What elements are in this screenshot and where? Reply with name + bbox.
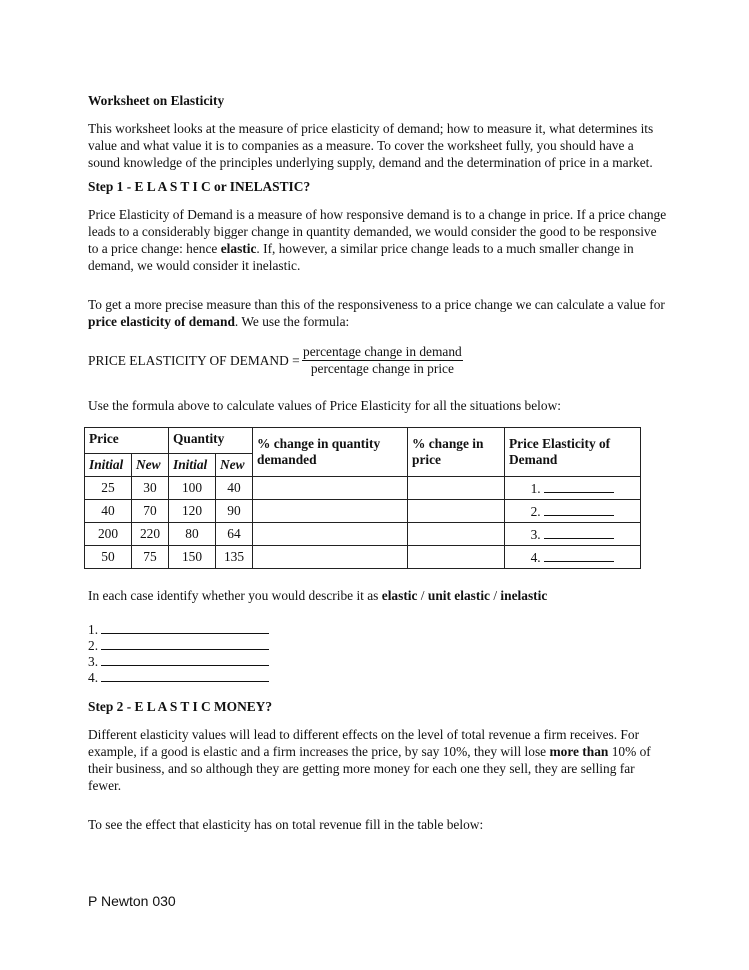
price-initial: 200 [85,523,132,546]
text-run: To get a more precise measure than this of the responsiveness to a price change we can calculate a value for [88,297,665,312]
answer-label: 2. [530,503,541,519]
answer-line [88,653,269,669]
answer-blank[interactable] [544,480,614,493]
answer-blank[interactable] [101,621,269,634]
quantity-new: 64 [216,523,253,546]
quantity-initial: 80 [169,523,216,546]
subheader-quantity-initial: Initial [169,454,216,477]
step2-paragraph-1 [88,726,668,794]
answer-blank[interactable] [544,526,614,539]
answer-line [88,621,269,637]
header-pct-change-price: % change in price [408,428,505,477]
price-new: 220 [132,523,169,546]
price-new: 70 [132,500,169,523]
answer-blank[interactable] [544,549,614,562]
ped-answer-cell[interactable] [505,500,641,523]
document-title: Worksheet on Elasticity [88,93,225,108]
page-footer: P Newton 030 [88,893,176,909]
answer-number: 4. [88,670,99,685]
ped-formula [88,344,668,380]
quantity-initial: 150 [169,546,216,569]
price-initial: 50 [85,546,132,569]
answer-label: 1. [530,480,541,496]
ped-answer-cell[interactable] [505,523,641,546]
table-instruction: Use the formula above to calculate values of Price Elasticity for all the situations below: [88,398,561,413]
answer-line [88,669,269,685]
price-new: 30 [132,477,169,500]
subheader-quantity-new: New [216,454,253,477]
answer-blank[interactable] [101,669,269,682]
ped-answer-cell[interactable] [505,477,641,500]
text-run: . If, however, a similar price change leads to a much smaller change in demand, we would consider it inelastic. [88,241,634,273]
identify-instruction [88,587,668,604]
table-header-row [85,428,641,454]
formula-lhs: PRICE ELASTICITY OF DEMAND = [88,353,300,368]
subheader-price-new: New [132,454,169,477]
formula-denominator: percentage change in price [310,361,454,376]
formula-fraction [302,344,463,377]
text-run: . We use the formula: [234,314,350,329]
price-new: 75 [132,546,169,569]
answer-number: 3. [88,654,99,669]
pct-change-quantity-cell[interactable] [253,523,408,546]
price-initial: 40 [85,500,132,523]
pct-change-quantity-cell[interactable] [253,477,408,500]
step2-heading: Step 2 - E L A S T I C MONEY? [88,699,273,714]
text-run: Price Elasticity of Demand is a measure of how responsive demand is to a change in price. If a price change leads to a considerably bigger change in quantity demanded, we would consider the good to be responsive to a price change: hence [88,207,667,256]
table-row [85,500,641,523]
pct-change-quantity-cell[interactable] [253,500,408,523]
answer-blank[interactable] [101,637,269,650]
formula-numerator: percentage change in demand [303,344,462,359]
step1-paragraph-2 [88,296,668,330]
pct-change-price-cell[interactable] [408,523,505,546]
option-inelastic: inelastic [500,588,548,603]
pct-change-price-cell[interactable] [408,546,505,569]
option-unit-elastic: unit elastic [427,588,490,603]
quantity-initial: 100 [169,477,216,500]
answer-label: 3. [530,526,541,542]
header-pct-change-quantity: % change in quantity demanded [253,428,408,477]
price-initial: 25 [85,477,132,500]
separator: / [417,588,428,603]
step1-heading: Step 1 - E L A S T I C or INELASTIC? [88,179,311,194]
answer-blank[interactable] [101,653,269,666]
step2-paragraph-2: To see the effect that elasticity has on total revenue fill in the table below: [88,817,484,832]
text-run: 10% of their business, and so although they are getting more money for each one they sell, they are selling far fewer. [88,744,651,793]
step1-paragraph-1 [88,206,668,274]
answer-line [88,637,269,653]
classification-answer-list [88,621,269,685]
text-run: In each case identify whether you would describe it as [88,588,382,603]
pct-change-quantity-cell[interactable] [253,546,408,569]
quantity-new: 40 [216,477,253,500]
quantity-new: 90 [216,500,253,523]
header-price: Price [85,428,169,454]
table-row [85,546,641,569]
table-row [85,523,641,546]
answer-blank[interactable] [544,503,614,516]
ped-answer-cell[interactable] [505,546,641,569]
answer-label: 4. [530,549,541,565]
pct-change-price-cell[interactable] [408,500,505,523]
separator: / [490,588,501,603]
bold-term-more-than: more than [549,744,609,759]
quantity-initial: 120 [169,500,216,523]
header-ped: Price Elasticity of Demand [505,428,641,477]
answer-number: 1. [88,622,99,637]
text-run: Different elasticity values will lead to different effects on the level of total revenue a firm receives. For example, if a good is elastic and a firm increases the price, by say 10%, they will lose [88,727,640,759]
header-quantity: Quantity [169,428,253,454]
pct-change-price-cell[interactable] [408,477,505,500]
elasticity-table [84,427,641,569]
answer-number: 2. [88,638,99,653]
option-elastic: elastic [381,588,418,603]
bold-term-ped: price elasticity of demand [88,314,235,329]
bold-term-elastic: elastic [220,241,257,256]
quantity-new: 135 [216,546,253,569]
table-row [85,477,641,500]
intro-paragraph: This worksheet looks at the measure of price elasticity of demand; how to measure it, what determines its value and what value it is to companies as a measure. To cover the worksheet fully, you should have a sound knowledge of the principles underlying supply, demand and the determination of price in a market. [88,121,654,170]
subheader-price-initial: Initial [85,454,132,477]
